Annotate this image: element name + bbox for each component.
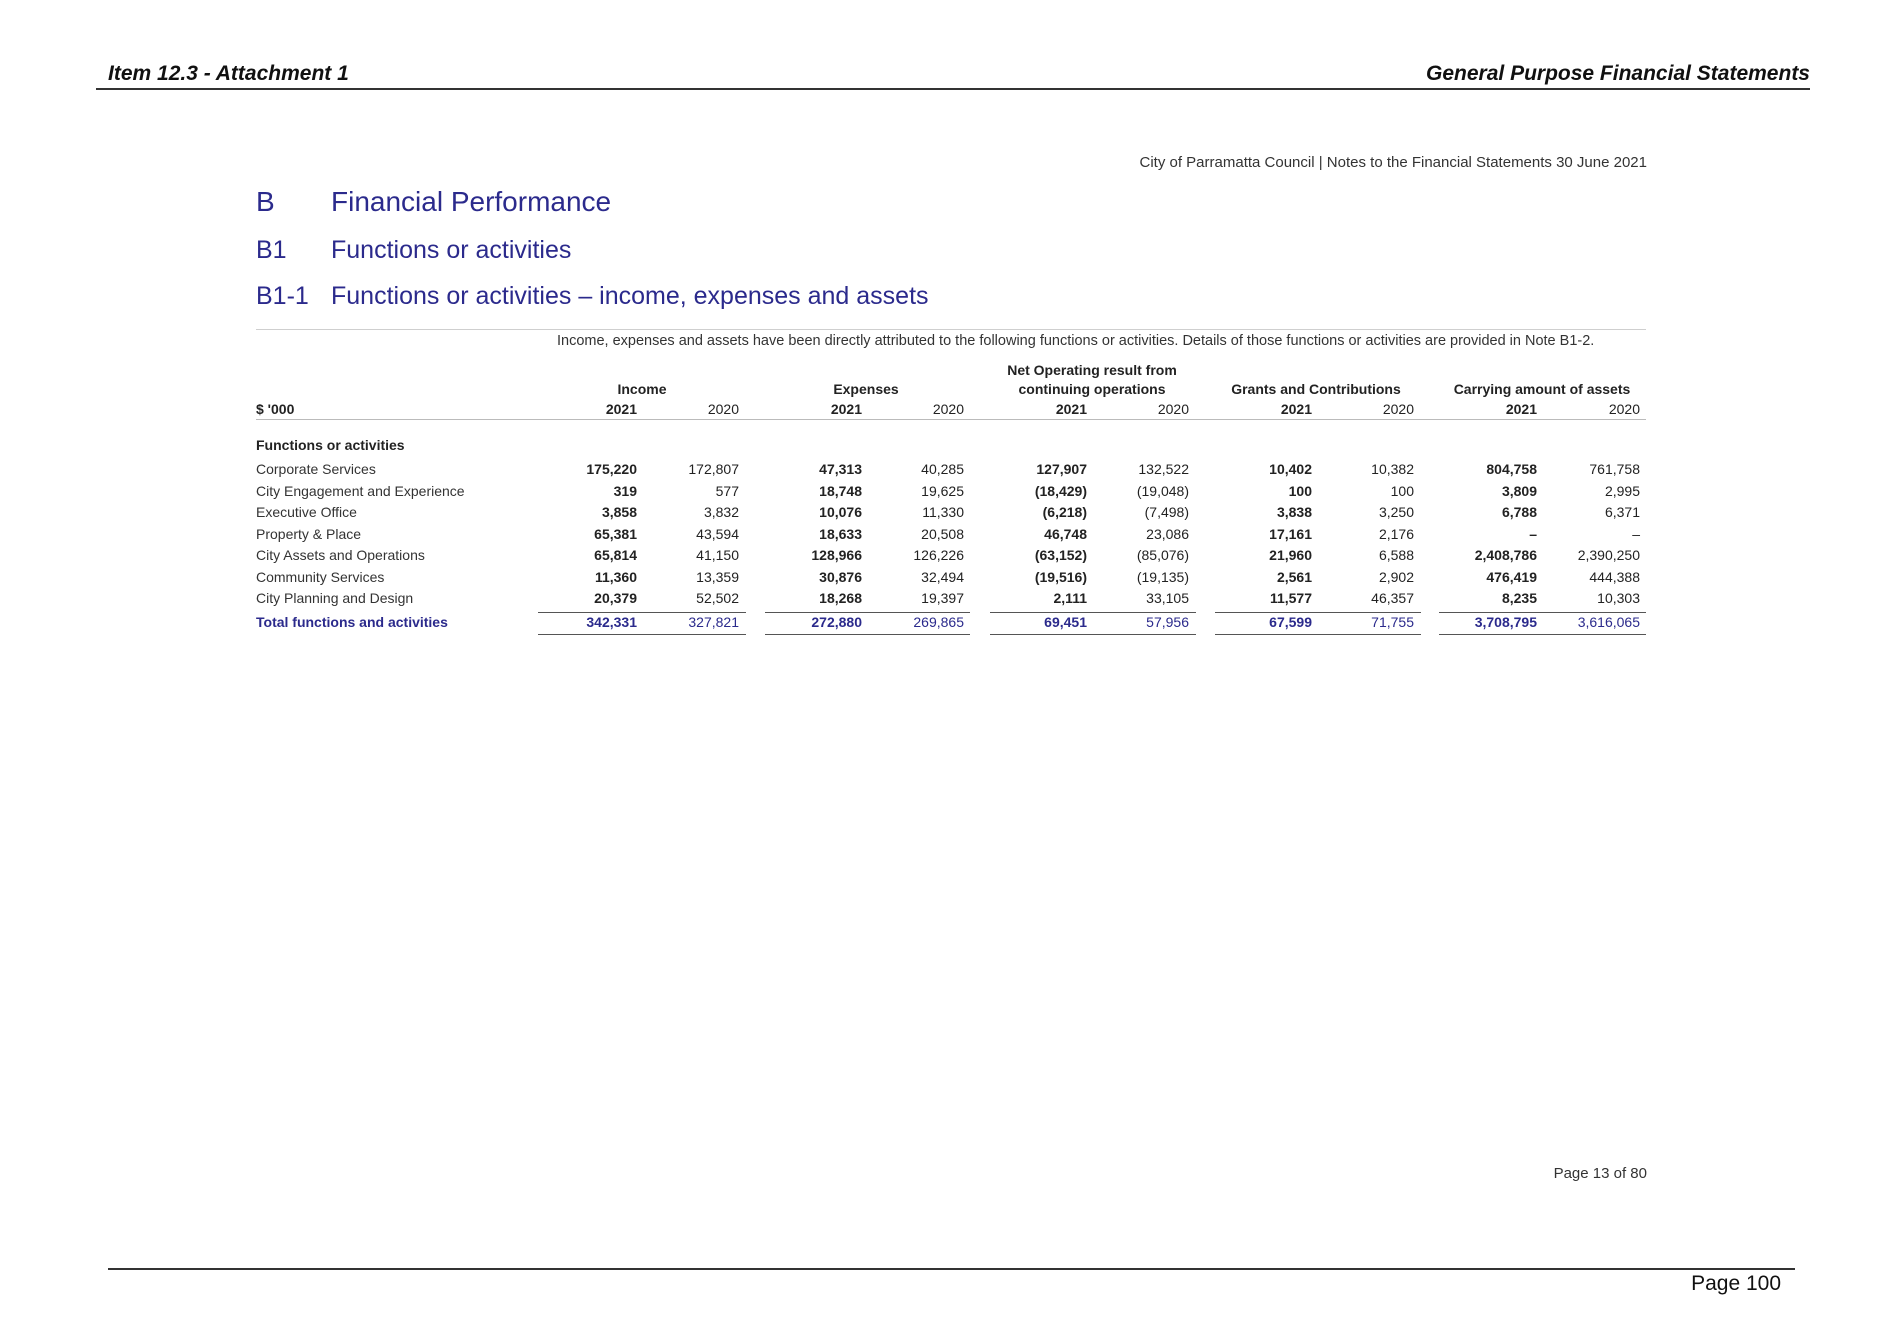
table-cell: 46,357	[1371, 590, 1414, 606]
table-row-label: City Planning and Design	[256, 590, 414, 606]
total-cell: 272,880	[811, 614, 862, 630]
table-cell: (63,152)	[1034, 547, 1087, 563]
section-title: Financial Performance	[331, 186, 612, 217]
section-number: B1	[256, 236, 287, 264]
table-cell: 11,330	[922, 504, 964, 520]
table-cell: 10,382	[1371, 461, 1414, 477]
column-group-header: Expenses	[833, 381, 899, 397]
footer-rule	[108, 1268, 1795, 1270]
table-cell: 41,150	[696, 547, 739, 563]
table-cell: 33,105	[1146, 590, 1189, 606]
table-cell: (19,135)	[1136, 568, 1189, 585]
table-cell: 444,388	[1589, 568, 1640, 585]
table-cell: 8,235	[1501, 590, 1537, 606]
table-cell: 17,161	[1269, 525, 1312, 542]
table-rule	[765, 612, 970, 613]
table-cell: 6,788	[1501, 504, 1537, 520]
table-row-label: Property & Place	[256, 525, 362, 542]
table-cell: 43,594	[696, 525, 739, 542]
year-header: 2021	[605, 401, 637, 417]
table-cell: 3,832	[703, 504, 739, 520]
table-cell: 20,379	[594, 590, 637, 606]
total-row-label: Total functions and activities	[256, 614, 448, 630]
table-cell: 52,502	[696, 590, 739, 606]
table-cell: 804,758	[1486, 461, 1537, 477]
total-cell: 327,821	[688, 614, 739, 630]
table-cell: 100	[1390, 482, 1414, 499]
table-cell: (19,048)	[1136, 482, 1189, 499]
table-cell: 30,876	[819, 568, 862, 585]
table-cell: 476,419	[1486, 568, 1537, 585]
functions-activities-table	[256, 0, 1646, 640]
section-title: Functions or activities – income, expenses and assets	[331, 282, 929, 310]
table-rule	[1439, 612, 1646, 613]
table-rule	[256, 419, 1646, 420]
table-row-label: Corporate Services	[256, 461, 376, 477]
table-rule	[538, 612, 746, 613]
table-cell: 132,522	[1138, 461, 1189, 477]
unit-label: $ '000	[256, 401, 295, 417]
table-cell: 10,303	[1597, 590, 1640, 606]
section-number: B1-1	[256, 282, 309, 310]
year-header: 2020	[1157, 401, 1189, 417]
table-cell: 19,397	[921, 590, 964, 606]
table-cell: 172,807	[688, 461, 739, 477]
table-cell: (7,498)	[1144, 504, 1189, 520]
year-header: 2021	[1055, 401, 1087, 417]
total-cell: 342,331	[586, 614, 637, 630]
table-cell: 10,402	[1269, 461, 1312, 477]
table-cell: 13,359	[696, 568, 739, 585]
column-group-header: Income	[617, 381, 667, 397]
table-cell: 18,268	[819, 590, 862, 606]
table-cell: 18,748	[819, 482, 862, 499]
total-cell: 3,708,795	[1474, 614, 1537, 630]
table-cell: 21,960	[1269, 547, 1312, 563]
table-cell: –	[1632, 525, 1640, 542]
year-header: 2021	[830, 401, 862, 417]
section-number: B	[256, 186, 275, 217]
table-row-label: City Engagement and Experience	[256, 482, 465, 499]
year-header: 2021	[1505, 401, 1537, 417]
table-cell: 2,902	[1378, 568, 1414, 585]
table-row-label: Community Services	[256, 568, 385, 585]
column-group-header: Grants and Contributions	[1231, 381, 1401, 397]
table-cell: (19,516)	[1034, 568, 1087, 585]
table-rule	[765, 634, 970, 635]
column-group-header-line1: Net Operating result from	[1007, 362, 1177, 378]
table-rule	[1439, 634, 1646, 635]
table-rule	[1215, 634, 1421, 635]
total-cell: 71,755	[1371, 614, 1414, 630]
table-cell: (18,429)	[1034, 482, 1087, 499]
table-cell: 65,381	[594, 525, 637, 542]
table-cell: (85,076)	[1136, 547, 1189, 563]
table-cell: 2,995	[1604, 482, 1640, 499]
section-title: Functions or activities	[331, 236, 572, 264]
table-cell: 40,285	[921, 461, 964, 477]
table-cell: 11,577	[1269, 590, 1312, 606]
page-number: Page 100	[1691, 1272, 1781, 1295]
table-rule	[990, 612, 1196, 613]
table-cell: –	[1529, 525, 1537, 542]
total-cell: 3,616,065	[1577, 614, 1640, 630]
table-cell: 19,625	[921, 482, 964, 499]
table-cell: 3,809	[1501, 482, 1537, 499]
year-header: 2020	[1608, 401, 1640, 417]
table-cell: 128,966	[811, 547, 862, 563]
column-group-header: continuing operations	[1018, 381, 1166, 397]
table-cell: 3,838	[1276, 504, 1312, 520]
table-cell: 2,390,250	[1577, 547, 1640, 563]
table-rule	[990, 634, 1196, 635]
table-cell: 65,814	[594, 547, 637, 563]
table-cell: 126,226	[913, 547, 964, 563]
year-header: 2020	[1382, 401, 1414, 417]
table-rule	[1215, 612, 1421, 613]
column-group-header: Carrying amount of assets	[1453, 381, 1631, 397]
table-cell: 761,758	[1589, 461, 1640, 477]
table-cell: 577	[715, 482, 739, 499]
year-header: 2020	[932, 401, 964, 417]
table-cell: 2,176	[1378, 525, 1414, 542]
table-cell: 127,907	[1036, 461, 1087, 477]
table-rule	[538, 634, 746, 635]
table-cell: 10,076	[819, 504, 862, 520]
table-cell: 2,111	[1053, 590, 1087, 606]
table-cell: 32,494	[921, 568, 964, 585]
table-cell: 11,360	[594, 568, 637, 585]
document-reference: City of Parramatta Council | Notes to the Financial Statements 30 June 2021	[1139, 154, 1647, 171]
table-cell: 3,250	[1378, 504, 1414, 520]
table-cell: 6,588	[1378, 547, 1414, 563]
table-cell: 18,633	[819, 525, 862, 542]
table-cell: 3,858	[601, 504, 637, 520]
table-cell: 2,561	[1276, 568, 1312, 585]
table-row-label: Executive Office	[256, 504, 357, 520]
table-cell: 319	[613, 482, 637, 499]
intro-text: Income, expenses and assets have been directly attributed to the following functions or activities. Details of those functions or activities are provided in Note B1-2.	[557, 333, 1595, 349]
table-row-label: City Assets and Operations	[256, 547, 425, 563]
table-cell: 46,748	[1044, 525, 1087, 542]
table-cell: 100	[1288, 482, 1312, 499]
table-cell: 175,220	[586, 461, 637, 477]
table-cell: (6,218)	[1042, 504, 1087, 520]
total-cell: 269,865	[913, 614, 964, 630]
table-cell: 6,371	[1604, 504, 1640, 520]
running-header-right: General Purpose Financial Statements	[1426, 62, 1810, 85]
total-cell: 69,451	[1044, 614, 1087, 630]
total-cell: 67,599	[1269, 614, 1312, 630]
table-cell: 47,313	[819, 461, 862, 477]
page-of-total: Page 13 of 80	[1553, 1165, 1647, 1182]
year-header: 2021	[1280, 401, 1312, 417]
table-section-label: Functions or activities	[256, 437, 405, 453]
table-cell: 2,408,786	[1474, 547, 1537, 563]
total-cell: 57,956	[1146, 614, 1189, 630]
table-cell: 23,086	[1146, 525, 1189, 542]
running-header-left: Item 12.3 - Attachment 1	[108, 62, 349, 85]
year-header: 2020	[707, 401, 739, 417]
table-cell: 20,508	[921, 525, 964, 542]
